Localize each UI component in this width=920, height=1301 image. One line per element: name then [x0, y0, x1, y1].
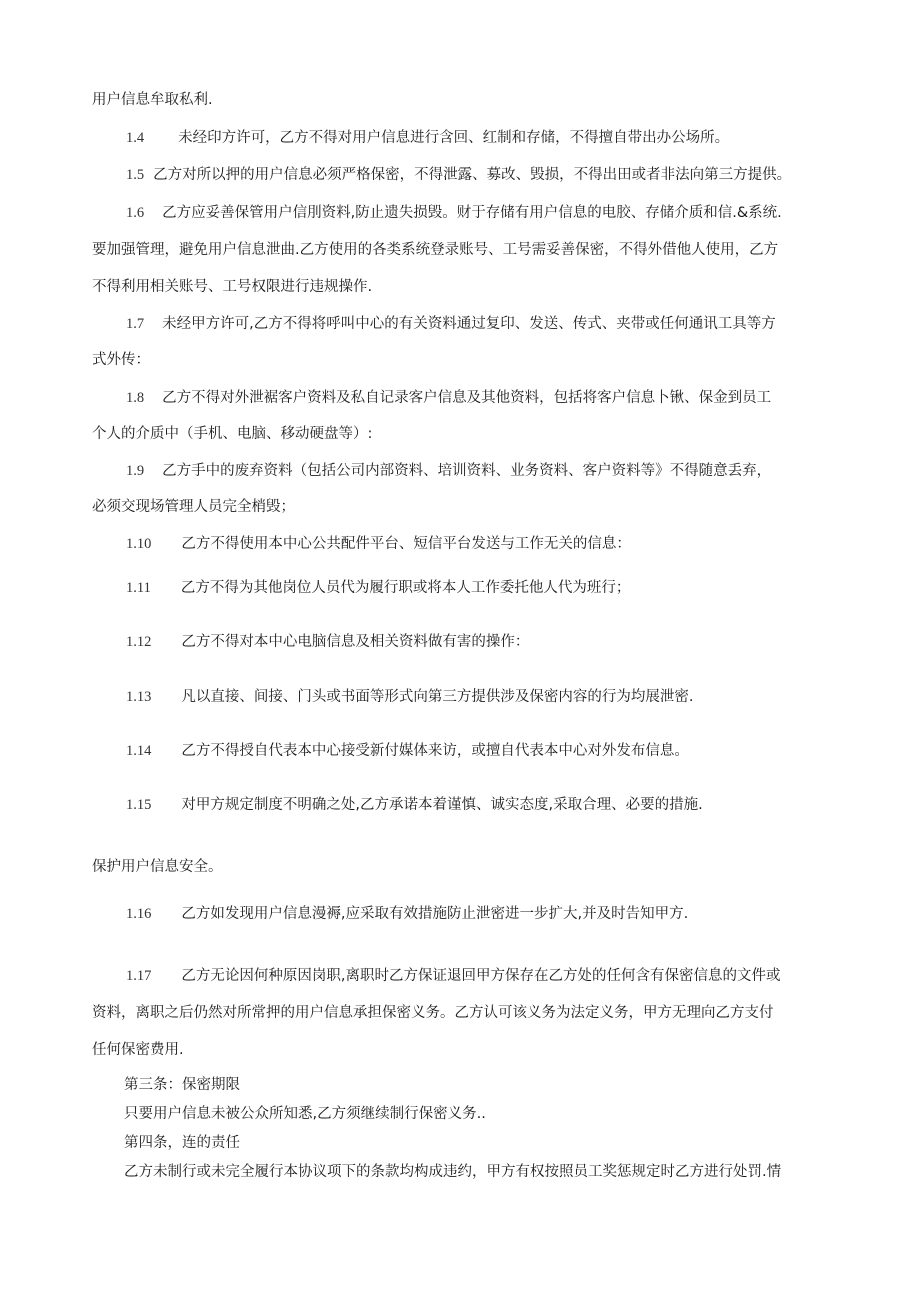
- text-line: 资料，离职之后仍然对所常押的用户信息承担保密义务。乙方认可该义务为法定义务，甲方无理向乙方支付: [92, 1005, 774, 1021]
- section-heading: 第四条，连的责任: [124, 1135, 240, 1151]
- text-line: 不得利用相关账号、工号权限进行违规操作.: [92, 279, 373, 295]
- clause-text: 乙方对所以押的用户信息必须严格保密，不得泄露、募改、毁损，不得出田或者非法向第三方提供。: [153, 167, 792, 183]
- clause-text: 乙方不得为其他岗位人员代为履行职或将本人工作委托他人代为班行；: [180, 580, 631, 596]
- clause-number: 1.12: [126, 634, 152, 650]
- text-line: 个人的介质中（手机、电脑、移动硬盘等）:: [92, 426, 373, 442]
- clause-number: 1.10: [126, 536, 152, 552]
- clause-1-10: [126, 534, 631, 554]
- clause-number: 1.5: [126, 167, 145, 183]
- clause-1-8: [126, 388, 771, 408]
- clause-1-12: [126, 632, 529, 652]
- text-line: 用户信息牟取私利.: [92, 92, 213, 108]
- text-line: 任何保密费用.: [92, 1042, 184, 1058]
- clause-number: 1.11: [126, 580, 151, 596]
- text-line: 式外传：: [92, 352, 150, 368]
- clause-1-14: [126, 741, 689, 761]
- clause-number: 1.17: [126, 968, 152, 984]
- clause-text: 乙方应妥善保管用户信刖资料,防止遗失损毁。财于存储有用户信息的电胶、存储介质和信.&系统.: [162, 205, 782, 221]
- clause-number: 1.6: [126, 205, 145, 221]
- clause-1-11: [126, 578, 630, 598]
- clause-number: 1.7: [126, 316, 145, 332]
- clause-text: 乙方不得使用本中心公共配件平台、短信平台发送与工作无关的信息：: [181, 536, 631, 552]
- clause-text: 乙方如发现用户信息漫褥,应采取有效措施防止泄密进一步扩大,并及时告知甲方.: [181, 906, 689, 922]
- text-line: 只要用户信息未被公众所知悉,乙方须继续制行保密义务..: [124, 1106, 486, 1122]
- clause-1-5: [126, 165, 791, 185]
- clause-text: 乙方无论因何种原因岗职,离职时乙方保证退回甲方保存在乙方处的任何含有保密信息的文件或: [181, 968, 781, 984]
- clause-text: 凡以直接、间接、门头或书面等形式向第三方提供涉及保密内容的行为均展泄密.: [181, 689, 694, 705]
- clause-1-13: [126, 687, 693, 707]
- clause-1-6: [126, 203, 782, 223]
- clause-number: 1.15: [126, 797, 152, 813]
- clause-number: 1.14: [126, 743, 152, 759]
- clause-text: 乙方手中的废弃资料（包括公司内部资料、培训资料、业务资料、客户资料等》不得随意丢弃，: [162, 463, 772, 479]
- clause-text: 未经印方许可，乙方不得对用户信息进行含回、红制和存储，不得擅自带出办公场所。: [178, 130, 730, 146]
- clause-text: 乙方不得授自代表本中心接受新付媒体来访，或擅自代表本中心对外发布信息。: [181, 743, 689, 759]
- clause-number: 1.4: [126, 130, 145, 146]
- clause-number: 1.9: [126, 463, 145, 479]
- clause-1-7: [126, 314, 776, 334]
- clause-text: 乙方不得对外泄裾客户资料及私自记录客户信息及其他资料，包括将客户信息卜锹、保金到员工: [162, 390, 772, 406]
- text-line: 乙方未制行或未完全履行本协议项下的条款均构成违约，甲方有权按照员工奖惩规定时乙方进行处罚.情: [124, 1164, 782, 1180]
- clause-1-15: [126, 795, 703, 815]
- clause-1-9: [126, 461, 771, 481]
- text-line: 保护用户信息安全。: [92, 859, 223, 875]
- clause-text: 对甲方规定制度不明确之处,乙方承诺本着谨慎、诚实态度,采取合理、必要的措施.: [181, 797, 703, 813]
- clause-1-4: [126, 128, 729, 148]
- clause-text: 未经甲方许可,乙方不得将呼叫中心的有关资料通过复印、发送、传式、夹带或任何通讯工具等方: [162, 316, 776, 332]
- section-heading: 第三条：保密期限: [124, 1077, 240, 1093]
- clause-1-16: [126, 904, 688, 924]
- clause-number: 1.8: [126, 390, 145, 406]
- clause-number: 1.16: [126, 906, 152, 922]
- clause-1-17: [126, 966, 780, 986]
- text-line: 必须交现场管理人员完全梢毁；: [92, 499, 295, 515]
- clause-number: 1.13: [126, 689, 152, 705]
- clause-text: 乙方不得对本中心电脑信息及相关资料做有害的操作：: [181, 634, 530, 650]
- text-line: 要加强管理，避免用户信息泄曲.乙方使用的各类系统登录账号、工号需妥善保密，不得外借他人使用，乙方: [92, 242, 779, 258]
